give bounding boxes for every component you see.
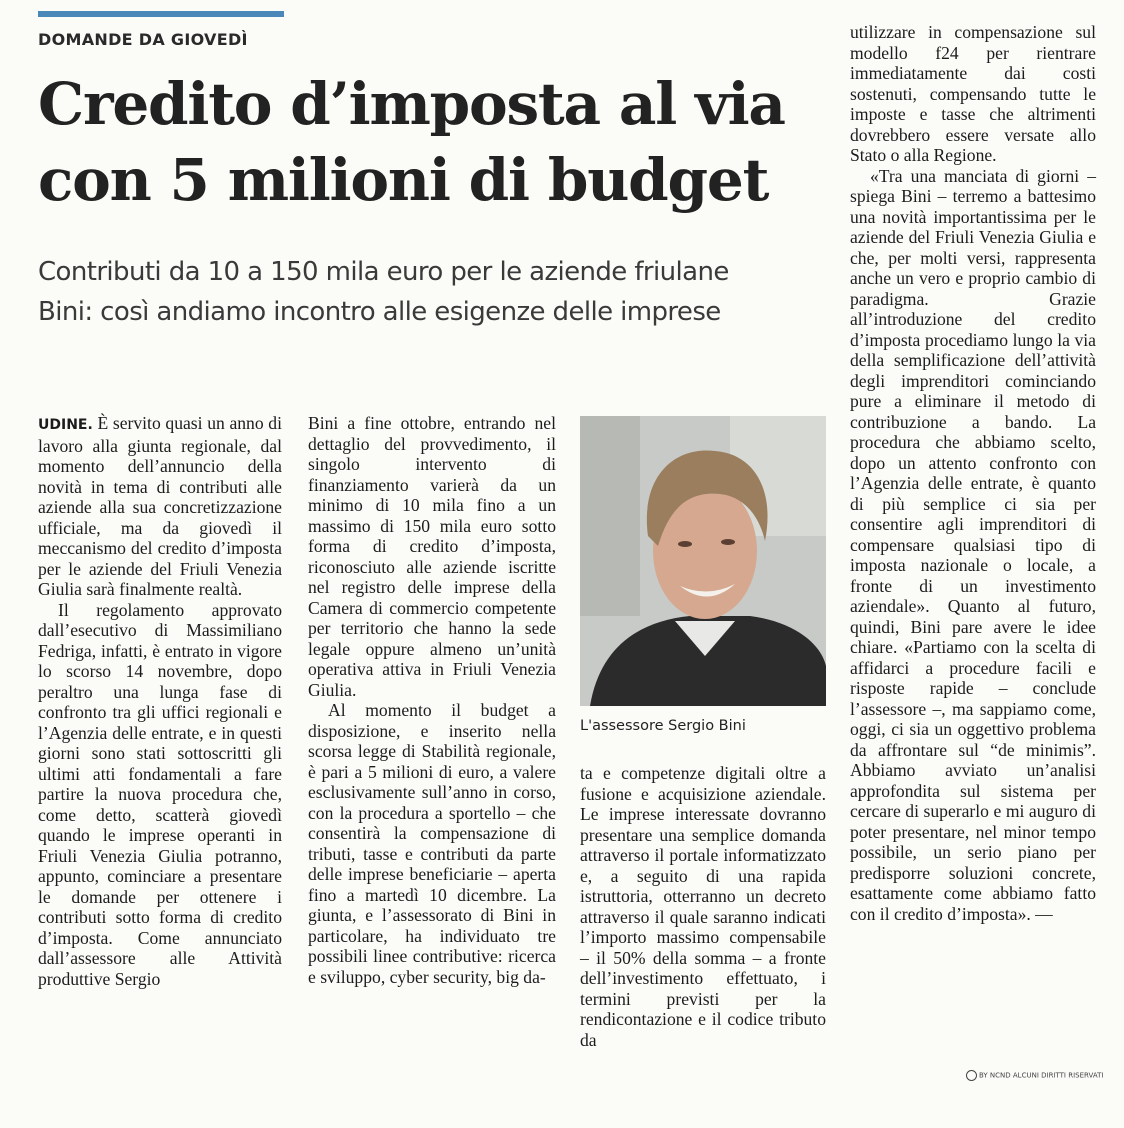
article-paragraph-3: Al momento il budget a disposizione, e inserito nella scorsa legge di Stabilità regionale, è pari a 5 milioni di euro, a valere esclusivamente sull’anno in corso, con la procedura a sportello – che consentirà la compensazione di tributi, tasse e contributi da parte delle imprese beneficiarie – aperta fino a martedì 10 dicembre. La giunta, e l’assessorato di Bini in particolare, ha individuato tre possibili linee contributive: ricerca e sviluppo, cyber security, big da- — [308, 700, 556, 987]
article-column-4 — [850, 22, 1096, 1062]
paragraph-1-text: È servito quasi un anno di lavoro alla giunta regionale, dal momento dell’annuncio della novità in tema di contributi alle aziende alla sua concretizzazione ufficiale, ma da giovedì il meccanismo del credito d’imposta per le aziende del Friuli Venezia Giulia sarà finalmente realtà. — [38, 413, 282, 599]
article-paragraph-4: «Tra una manciata di giorni – spiega Bini – terremo a battesimo una novità importantissima per le aziende del Friuli Venezia Giulia e che, per molti versi, rappresenta anche un vero e proprio cambio di paradigma. Grazie all’introduzione del credito d’imposta procediamo lungo la via della semplificazione dell’attività degli imprenditori cominciando pure a eliminare il metodo di contribuzione a bando. La procedura che abbiamo scelto, dopo un attento confronto con l’Agenzia delle entrate, è quanto di più semplice ci sia per consentire agli imprenditori di compensare qualsiasi tipo di imposta nazionale o locale, a fronte di un investimento aziendale». Quanto al futuro, quindi, Bini pare avere le idee chiare. «Partiamo con la scelta di affidarci a procedure facili e risposte rapide – conclude l’assessore –, ma sappiamo come, oggi, ci sia un oggettivo problema da affrontare sul “de minimis”. Abbiamo avviato un’analisi approfondita sul sistema per cercare di superarlo e mi auguro di poter presentare, nel minor tempo possibile, un serio piano per predisporre soluzioni concrete, esattamente come abbiamo fatto con il credito d’imposta». — — [850, 165, 1096, 924]
copyright-credit — [966, 1070, 1106, 1081]
dateline: UDINE. — [38, 417, 93, 433]
article-column-2 — [308, 413, 556, 1083]
headline — [38, 66, 838, 218]
article-paragraph-1 — [38, 413, 282, 600]
creative-commons-icon — [966, 1070, 977, 1081]
article-paragraph-2: Il regolamento approvato dall’esecutivo di Massimiliano Fedriga, infatti, è entrato in vigore lo scorso 14 novembre, dopo peraltro una lunga fase di confronto tra gli uffici regionali e l’Agenzia delle entrate, e in questi giorni sono stati sottoscritti gli ultimi atti fondamentali a fare partire la nuova procedura che, come detto, scatterà giovedì quando le imprese operanti in Friuli Venezia Giulia potranno, appunto, cominciare a presentare le domande per ottenere i contributi sotto forma di credito d’imposta. Come annunciato dall’assessore alle Attività produttive Sergio — [38, 599, 282, 989]
kicker: DOMANDE DA GIOVEDÌ — [38, 30, 248, 49]
subtitle-line-2: Bini: così andiamo incontro alle esigenze delle imprese — [38, 297, 721, 327]
article-column-3 — [580, 763, 826, 1083]
section-accent-bar — [38, 11, 284, 17]
subtitle-line-1: Contributi da 10 a 150 mila euro per le aziende friulane — [38, 257, 729, 287]
portrait-photo — [580, 416, 826, 706]
portrait-illustration — [580, 416, 826, 706]
article-paragraph-3-continued: ta e competenze digitali oltre a fusione e acquisizione aziendale. Le imprese interessate dovranno presentare una semplice domanda attraverso il portale informatizzato e, a seguito di una rapida istruttoria, otterranno un decreto attraverso il quale saranno indicati l’importo massimo compensabile – il 50% della somma – a fronte dell’investimento effettuato, i termini previsti per la rendicontazione e il codice tributo da — [580, 763, 826, 1050]
article-paragraph-2-continued: Bini a fine ottobre, entrando nel dettaglio del provvedimento, il singolo intervento di finanziamento varierà da un minimo di 10 mila fino a un massimo di 150 mila euro sotto forma di credito d’imposta, riconosciuto alle aziende iscritte nel registro delle imprese della Camera di commercio competente per territorio che hanno la sede legale oppure almeno un’unità operativa attiva in Friuli Venezia Giulia. — [308, 413, 556, 700]
headline-line-2: con 5 milioni di budget — [38, 146, 769, 214]
headline-line-1: Credito d’imposta al via — [38, 70, 785, 138]
article-paragraph-3-end: utilizzare in compensazione sul modello f24 per rientrare immediatamente dai costi sostenuti, compensando tutte le imposte e tasse che altrimenti dovrebbero essere versate allo Stato o alla Regione. — [850, 22, 1096, 165]
subtitle — [38, 252, 828, 332]
credit-text: BY NCND ALCUNI DIRITTI RISERVATI — [979, 1071, 1104, 1080]
article-column-1 — [38, 413, 282, 1083]
photo-caption: L'assessore Sergio Bini — [580, 718, 746, 734]
